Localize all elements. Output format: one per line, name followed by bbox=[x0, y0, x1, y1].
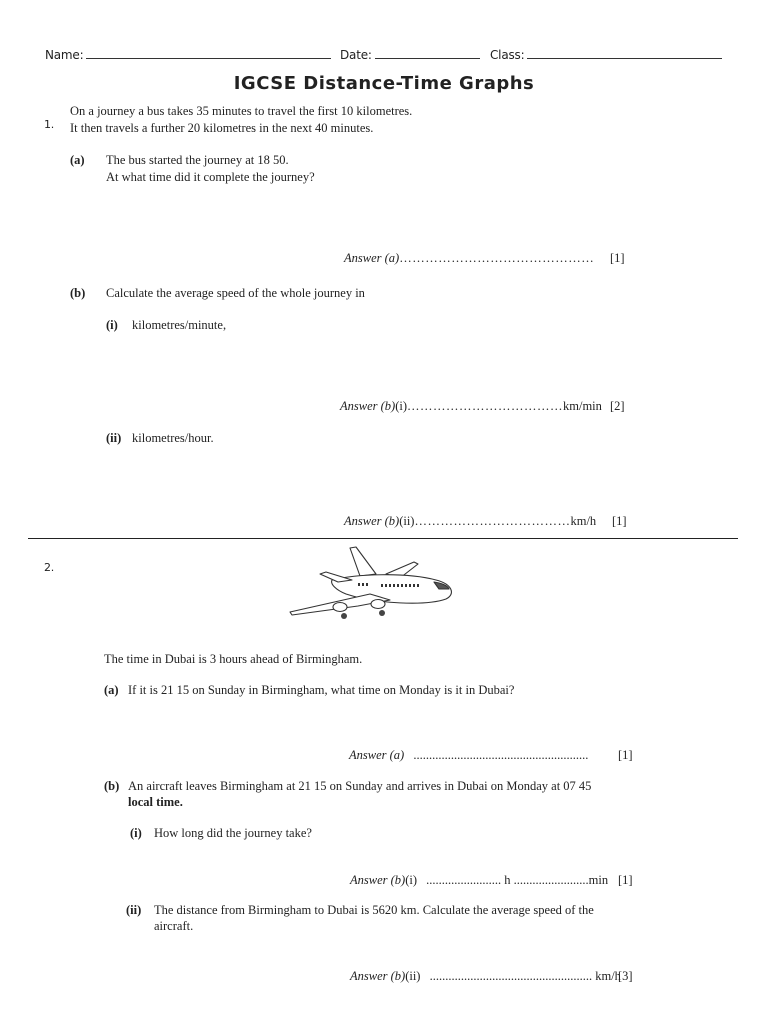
q1bi-label: (i) bbox=[106, 318, 118, 332]
q2a-text: If it is 21 15 on Sunday in Birmingham, what time on Monday is it in Dubai? bbox=[128, 683, 515, 697]
date-blank[interactable] bbox=[375, 46, 480, 59]
q1a-label: (a) bbox=[70, 153, 85, 167]
q2bii-line2: aircraft. bbox=[154, 919, 194, 933]
q2bii-answer-line[interactable] bbox=[350, 969, 621, 984]
q1-intro-line1: On a journey a bus takes 35 minutes to travel the first 10 kilometres. bbox=[70, 104, 413, 118]
q1-number: 1. bbox=[44, 118, 55, 131]
q2bii-marks: [3] bbox=[618, 969, 633, 983]
q1a-line1: The bus started the journey at 18 50. bbox=[106, 153, 289, 167]
q1bi-answer-line[interactable] bbox=[340, 399, 602, 414]
q1a-answer-line[interactable] bbox=[344, 251, 594, 266]
q2a-answer-dots[interactable]: ........................................................ bbox=[413, 748, 589, 762]
q1a-answer-prefix: Answer (a) bbox=[344, 251, 400, 265]
q2a-answer-prefix: Answer (a) bbox=[349, 748, 405, 762]
class-label: Class: bbox=[490, 48, 525, 62]
name-field[interactable] bbox=[45, 46, 331, 62]
q2bi-answer-line[interactable] bbox=[350, 873, 608, 888]
date-field[interactable] bbox=[340, 46, 480, 62]
q2b-line2: local time. bbox=[128, 795, 183, 809]
q1a-answer-dots[interactable]: ……………………………………… bbox=[399, 251, 595, 265]
q1bi-unit: km/min bbox=[563, 399, 602, 413]
airplane-icon bbox=[286, 544, 458, 620]
q1bii-answer-prefix: Answer (b) bbox=[344, 514, 400, 528]
q1b-text: Calculate the average speed of the whole journey in bbox=[106, 286, 365, 300]
q2bi-answer-prefix: Answer (b) bbox=[350, 873, 406, 887]
q2a-marks: [1] bbox=[618, 748, 633, 762]
q1bi-text: kilometres/minute, bbox=[132, 318, 227, 332]
q2b-line1: An aircraft leaves Birmingham at 21 15 on Sunday and arrives in Dubai on Monday at 07 45 bbox=[128, 779, 592, 793]
q2bii-answer-prefix: Answer (b) bbox=[350, 969, 406, 983]
q2bii-label: (ii) bbox=[126, 903, 142, 917]
q2bi-hours-dots[interactable]: ........................ bbox=[426, 873, 502, 887]
section-divider bbox=[28, 538, 738, 539]
q2bi-hours-unit: h bbox=[504, 873, 511, 887]
q1bi-answer-dots[interactable]: ……………………………… bbox=[407, 399, 564, 413]
q2bi-label: (i) bbox=[130, 826, 142, 840]
q1bii-answer-dots[interactable]: ……………………………… bbox=[414, 514, 571, 528]
q2bi-answer-part: (i) bbox=[405, 873, 418, 887]
q1bii-marks: [1] bbox=[612, 514, 627, 528]
q2-intro: The time in Dubai is 3 hours ahead of Birmingham. bbox=[104, 652, 363, 666]
q1-intro-line2: It then travels a further 20 kilometres in the next 40 minutes. bbox=[70, 121, 374, 135]
q2bi-minutes-unit: min bbox=[588, 873, 609, 887]
q1bi-marks: [2] bbox=[610, 399, 625, 413]
q2bi-text: How long did the journey take? bbox=[154, 826, 312, 840]
q2bi-minutes-dots[interactable]: ........................ bbox=[513, 873, 589, 887]
q2a-label: (a) bbox=[104, 683, 119, 697]
date-label: Date: bbox=[340, 48, 372, 62]
name-label: Name: bbox=[45, 48, 84, 62]
q1b-label: (b) bbox=[70, 286, 86, 300]
q1bii-answer-line[interactable] bbox=[344, 514, 596, 529]
class-field[interactable] bbox=[490, 46, 722, 62]
class-blank[interactable] bbox=[527, 46, 722, 59]
q2bii-unit: km/h bbox=[595, 969, 621, 983]
q1a-marks: [1] bbox=[610, 251, 625, 265]
q2bi-marks: [1] bbox=[618, 873, 633, 887]
q1bii-label: (ii) bbox=[106, 431, 122, 445]
q2bii-line1: The distance from Birmingham to Dubai is 5620 km. Calculate the average speed of the bbox=[154, 903, 594, 917]
q1bii-text: kilometres/hour. bbox=[132, 431, 214, 445]
q2-number: 2. bbox=[44, 561, 55, 574]
q1bi-answer-prefix: Answer (b) bbox=[340, 399, 396, 413]
q1a-line2: At what time did it complete the journey? bbox=[106, 170, 315, 184]
q1bii-unit: km/h bbox=[570, 514, 597, 528]
q2a-answer-line[interactable] bbox=[349, 748, 588, 763]
q2bii-answer-part: (ii) bbox=[405, 969, 421, 983]
q1bii-answer-part: (ii) bbox=[399, 514, 415, 528]
q2b-label: (b) bbox=[104, 779, 120, 793]
page-title: IGCSE Distance-Time Graphs bbox=[233, 73, 535, 94]
name-blank[interactable] bbox=[86, 46, 331, 59]
q2bii-answer-dots[interactable]: .................................................... bbox=[429, 969, 593, 983]
q1bi-answer-part: (i) bbox=[395, 399, 408, 413]
